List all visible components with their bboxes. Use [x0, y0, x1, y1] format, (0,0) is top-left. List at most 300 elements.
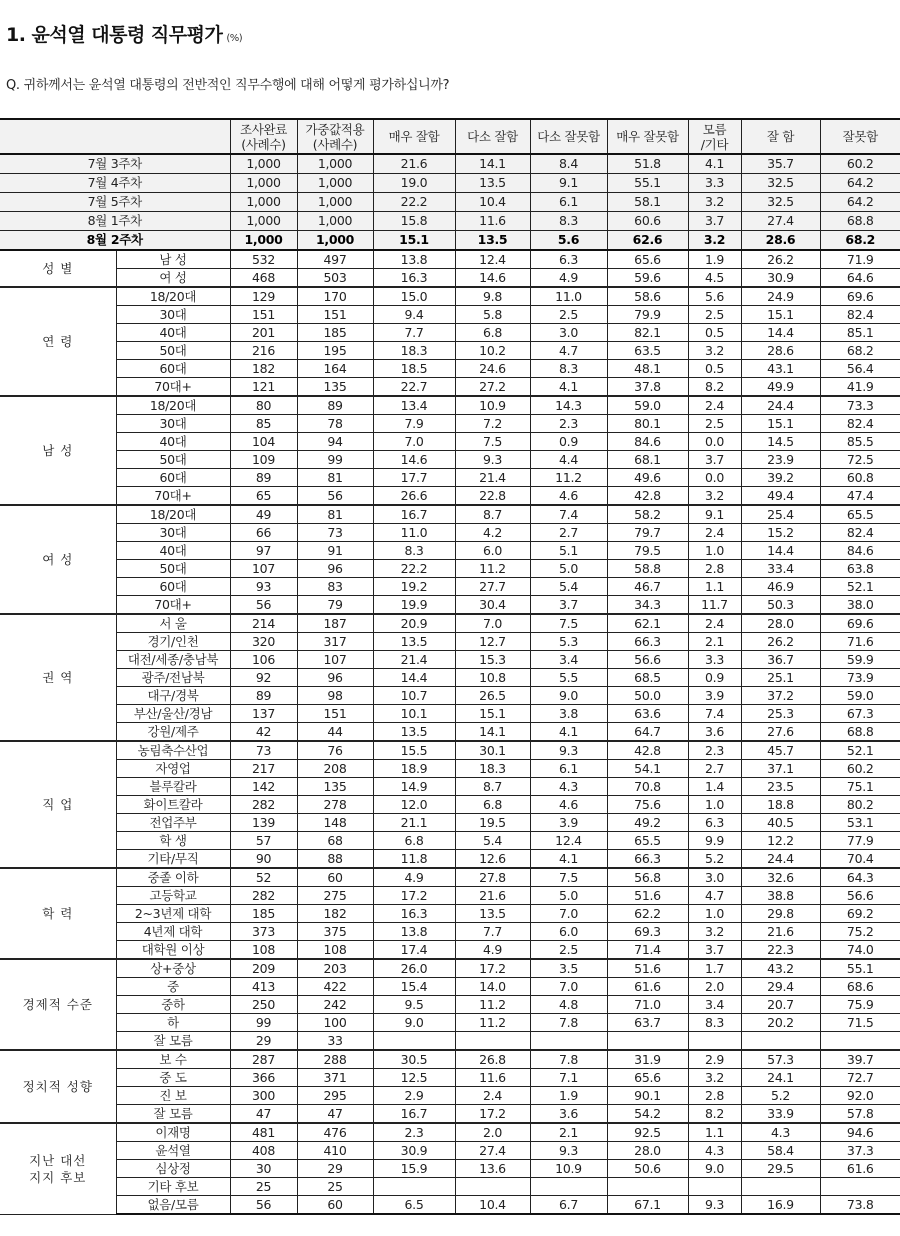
value-cell: 88 [297, 850, 373, 869]
value-cell: 1.9 [530, 1087, 607, 1105]
value-cell: 59.9 [820, 651, 900, 669]
value-cell: 10.4 [455, 193, 530, 212]
value-cell: 14.4 [741, 542, 820, 560]
value-cell: 3.7 [688, 212, 741, 231]
value-cell: 30.4 [455, 596, 530, 615]
value-cell: 99 [297, 451, 373, 469]
value-cell: 320 [230, 633, 297, 651]
value-cell: 14.6 [373, 451, 455, 469]
value-cell: 1,000 [230, 154, 297, 174]
value-cell: 108 [230, 941, 297, 960]
value-cell: 15.1 [741, 306, 820, 324]
value-cell: 14.4 [373, 669, 455, 687]
value-cell: 9.0 [530, 687, 607, 705]
value-cell: 242 [297, 996, 373, 1014]
week-label: 7월 4주차 [0, 174, 230, 193]
table-row [0, 396, 900, 415]
value-cell: 278 [297, 796, 373, 814]
value-cell: 49.4 [741, 487, 820, 506]
table-row [0, 415, 900, 433]
value-cell: 300 [230, 1087, 297, 1105]
value-cell: 62.1 [607, 614, 688, 633]
value-cell: 85 [230, 415, 297, 433]
value-cell: 185 [297, 324, 373, 342]
table-row [0, 1178, 900, 1196]
value-cell: 58.4 [741, 1142, 820, 1160]
value-cell: 5.5 [530, 669, 607, 687]
value-cell: 18.9 [373, 760, 455, 778]
value-cell: 22.2 [373, 560, 455, 578]
row-label: 부산/울산/경남 [116, 705, 230, 723]
row-label: 18/20대 [116, 505, 230, 524]
value-cell: 20.2 [741, 1014, 820, 1032]
value-cell: 64.2 [820, 174, 900, 193]
row-label: 고등학교 [116, 887, 230, 905]
week-row [0, 231, 900, 251]
value-cell: 63.6 [607, 705, 688, 723]
value-cell: 47 [230, 1105, 297, 1124]
value-cell: 21.6 [741, 923, 820, 941]
value-cell: 413 [230, 978, 297, 996]
value-cell: 19.2 [373, 578, 455, 596]
value-cell: 317 [297, 633, 373, 651]
value-cell: 37.1 [741, 760, 820, 778]
value-cell: 49.6 [607, 469, 688, 487]
value-cell: 10.9 [530, 1160, 607, 1178]
value-cell: 60.8 [820, 469, 900, 487]
value-cell: 27.6 [741, 723, 820, 742]
value-cell: 51.8 [607, 154, 688, 174]
value-cell: 82.4 [820, 306, 900, 324]
value-cell: 3.6 [530, 1105, 607, 1124]
value-cell: 64.7 [607, 723, 688, 742]
value-cell: 68.5 [607, 669, 688, 687]
value-cell: 9.9 [688, 832, 741, 850]
row-label: 화이트칼라 [116, 796, 230, 814]
value-cell: 1,000 [297, 231, 373, 251]
value-cell: 75.1 [820, 778, 900, 796]
value-cell: 15.5 [373, 741, 455, 760]
value-cell: 2.1 [530, 1123, 607, 1142]
value-cell: 275 [297, 887, 373, 905]
value-cell: 27.8 [455, 868, 530, 887]
row-label: 30대 [116, 524, 230, 542]
value-cell: 25.4 [741, 505, 820, 524]
row-label: 잘 모름 [116, 1032, 230, 1051]
value-cell: 56.6 [820, 887, 900, 905]
value-cell: 65.6 [607, 1069, 688, 1087]
value-cell: 3.3 [688, 651, 741, 669]
value-cell: 20.7 [741, 996, 820, 1014]
value-cell: 92.0 [820, 1087, 900, 1105]
value-cell: 2.0 [688, 978, 741, 996]
value-cell: 25 [230, 1178, 297, 1196]
page-title [6, 20, 242, 47]
value-cell: 6.3 [688, 814, 741, 832]
value-cell: 73.8 [820, 1196, 900, 1215]
row-label: 강원/제주 [116, 723, 230, 742]
row-label: 없음/모름 [116, 1196, 230, 1215]
value-cell: 1.1 [688, 1123, 741, 1142]
value-cell: 99 [230, 1014, 297, 1032]
value-cell: 5.6 [688, 287, 741, 306]
value-cell: 35.7 [741, 154, 820, 174]
row-label: 70대+ [116, 487, 230, 506]
value-cell: 5.2 [688, 850, 741, 869]
col-header-dont-know: 모름 /기타 [688, 119, 741, 154]
table-row [0, 469, 900, 487]
table-row [0, 487, 900, 506]
row-label: 60대 [116, 469, 230, 487]
value-cell: 42.8 [607, 487, 688, 506]
table-row [0, 306, 900, 324]
results-table [0, 118, 900, 1215]
value-cell: 4.4 [530, 451, 607, 469]
value-cell: 26.8 [455, 1050, 530, 1069]
value-cell: 481 [230, 1123, 297, 1142]
table-row [0, 778, 900, 796]
table-row [0, 433, 900, 451]
value-cell: 187 [297, 614, 373, 633]
value-cell: 49.2 [607, 814, 688, 832]
value-cell: 3.2 [688, 487, 741, 506]
value-cell: 7.7 [455, 923, 530, 941]
value-cell: 10.4 [455, 1196, 530, 1215]
value-cell: 23.9 [741, 451, 820, 469]
value-cell: 3.6 [688, 723, 741, 742]
value-cell: 18.3 [455, 760, 530, 778]
value-cell: 468 [230, 269, 297, 288]
value-cell: 49 [230, 505, 297, 524]
value-cell: 59.0 [607, 396, 688, 415]
row-label: 경기/인천 [116, 633, 230, 651]
value-cell: 60.6 [607, 212, 688, 231]
table-row [0, 1032, 900, 1051]
value-cell: 13.5 [455, 905, 530, 923]
value-cell: 11.6 [455, 1069, 530, 1087]
value-cell: 68.1 [607, 451, 688, 469]
value-cell: 30.5 [373, 1050, 455, 1069]
value-cell: 410 [297, 1142, 373, 1160]
value-cell: 12.4 [455, 250, 530, 269]
row-label: 남 성 [116, 250, 230, 269]
value-cell: 79.9 [607, 306, 688, 324]
row-label: 중 도 [116, 1069, 230, 1087]
value-cell: 29 [297, 1160, 373, 1178]
value-cell: 13.8 [373, 923, 455, 941]
value-cell: 137 [230, 705, 297, 723]
value-cell: 45.7 [741, 741, 820, 760]
value-cell: 15.2 [741, 524, 820, 542]
value-cell: 93 [230, 578, 297, 596]
value-cell: 56.4 [820, 360, 900, 378]
value-cell: 25.3 [741, 705, 820, 723]
table-row [0, 760, 900, 778]
value-cell: 69.6 [820, 614, 900, 633]
value-cell [373, 1178, 455, 1196]
value-cell: 7.0 [530, 905, 607, 923]
value-cell: 39.7 [820, 1050, 900, 1069]
value-cell: 408 [230, 1142, 297, 1160]
value-cell: 29.5 [741, 1160, 820, 1178]
value-cell: 65.6 [607, 250, 688, 269]
value-cell: 4.9 [455, 941, 530, 960]
value-cell: 28.0 [607, 1142, 688, 1160]
value-cell: 16.3 [373, 269, 455, 288]
table-row [0, 941, 900, 960]
value-cell: 25 [297, 1178, 373, 1196]
value-cell: 3.5 [530, 959, 607, 978]
value-cell: 2.4 [688, 396, 741, 415]
value-cell: 2.9 [373, 1087, 455, 1105]
value-cell: 73 [297, 524, 373, 542]
value-cell: 55.1 [820, 959, 900, 978]
value-cell: 15.9 [373, 1160, 455, 1178]
col-header-positive: 잘 함 [741, 119, 820, 154]
value-cell: 17.2 [373, 887, 455, 905]
value-cell: 21.6 [455, 887, 530, 905]
row-label: 대학원 이상 [116, 941, 230, 960]
value-cell: 7.8 [530, 1014, 607, 1032]
table-row [0, 524, 900, 542]
value-cell: 9.0 [688, 1160, 741, 1178]
value-cell: 32.5 [741, 174, 820, 193]
value-cell: 14.1 [455, 723, 530, 742]
value-cell: 0.9 [688, 669, 741, 687]
group-label: 경제적 수준 [0, 959, 116, 1050]
value-cell: 52.1 [820, 578, 900, 596]
table-row [0, 596, 900, 615]
value-cell: 36.7 [741, 651, 820, 669]
unit-label: (%) [226, 33, 243, 44]
value-cell: 19.9 [373, 596, 455, 615]
value-cell: 4.2 [455, 524, 530, 542]
row-label: 18/20대 [116, 287, 230, 306]
value-cell: 129 [230, 287, 297, 306]
value-cell: 98 [297, 687, 373, 705]
value-cell: 50.0 [607, 687, 688, 705]
value-cell: 9.1 [530, 174, 607, 193]
value-cell: 26.5 [455, 687, 530, 705]
value-cell: 79.7 [607, 524, 688, 542]
value-cell: 7.1 [530, 1069, 607, 1087]
value-cell: 106 [230, 651, 297, 669]
table-row [0, 669, 900, 687]
value-cell: 139 [230, 814, 297, 832]
value-cell: 164 [297, 360, 373, 378]
value-cell: 68.8 [820, 723, 900, 742]
value-cell: 8.2 [688, 1105, 741, 1124]
value-cell [607, 1032, 688, 1051]
group-label: 학 력 [0, 868, 116, 959]
value-cell: 50.3 [741, 596, 820, 615]
value-cell: 366 [230, 1069, 297, 1087]
value-cell: 74.0 [820, 941, 900, 960]
value-cell: 67.3 [820, 705, 900, 723]
value-cell: 2.4 [688, 614, 741, 633]
row-label: 중졸 이하 [116, 868, 230, 887]
value-cell: 68.8 [820, 212, 900, 231]
value-cell: 5.0 [530, 560, 607, 578]
table-row [0, 741, 900, 760]
value-cell: 84.6 [820, 542, 900, 560]
value-cell: 7.4 [530, 505, 607, 524]
group-label: 권 역 [0, 614, 116, 741]
value-cell: 57 [230, 832, 297, 850]
value-cell: 30.1 [455, 741, 530, 760]
value-cell: 6.1 [530, 760, 607, 778]
value-cell: 4.6 [530, 487, 607, 506]
value-cell [373, 1032, 455, 1051]
row-label: 40대 [116, 324, 230, 342]
value-cell: 11.0 [373, 524, 455, 542]
value-cell: 135 [297, 378, 373, 397]
value-cell: 28.6 [741, 231, 820, 251]
row-label: 기타/무직 [116, 850, 230, 869]
value-cell: 8.3 [688, 1014, 741, 1032]
value-cell: 37.8 [607, 378, 688, 397]
value-cell: 203 [297, 959, 373, 978]
value-cell: 41.9 [820, 378, 900, 397]
value-cell: 90 [230, 850, 297, 869]
value-cell: 32.5 [741, 193, 820, 212]
value-cell: 42 [230, 723, 297, 742]
value-cell: 96 [297, 560, 373, 578]
value-cell: 24.6 [455, 360, 530, 378]
value-cell: 14.6 [455, 269, 530, 288]
value-cell: 1,000 [297, 212, 373, 231]
value-cell: 2.8 [688, 1087, 741, 1105]
row-label: 18/20대 [116, 396, 230, 415]
table-row [0, 269, 900, 288]
value-cell [455, 1178, 530, 1196]
table-row [0, 868, 900, 887]
value-cell: 26.0 [373, 959, 455, 978]
value-cell: 24.4 [741, 396, 820, 415]
value-cell: 10.9 [455, 396, 530, 415]
row-label: 70대+ [116, 596, 230, 615]
value-cell: 1.0 [688, 542, 741, 560]
value-cell: 30.9 [373, 1142, 455, 1160]
value-cell: 24.9 [741, 287, 820, 306]
value-cell: 71.4 [607, 941, 688, 960]
value-cell: 11.0 [530, 287, 607, 306]
value-cell: 14.0 [455, 978, 530, 996]
value-cell: 1.4 [688, 778, 741, 796]
value-cell: 33 [297, 1032, 373, 1051]
value-cell: 30.9 [741, 269, 820, 288]
value-cell: 182 [230, 360, 297, 378]
value-cell: 61.6 [607, 978, 688, 996]
value-cell: 1,000 [230, 212, 297, 231]
value-cell: 82.4 [820, 415, 900, 433]
value-cell: 7.0 [530, 978, 607, 996]
value-cell: 62.2 [607, 905, 688, 923]
value-cell: 60 [297, 868, 373, 887]
value-cell: 2.5 [688, 306, 741, 324]
table-row [0, 1105, 900, 1124]
value-cell: 0.0 [688, 469, 741, 487]
value-cell: 43.1 [741, 360, 820, 378]
value-cell: 13.5 [373, 633, 455, 651]
value-cell: 47.4 [820, 487, 900, 506]
value-cell: 15.3 [455, 651, 530, 669]
value-cell: 57.3 [741, 1050, 820, 1069]
value-cell: 1.9 [688, 250, 741, 269]
value-cell: 68.6 [820, 978, 900, 996]
value-cell: 201 [230, 324, 297, 342]
value-cell: 53.1 [820, 814, 900, 832]
value-cell: 4.1 [688, 154, 741, 174]
table-row [0, 378, 900, 397]
value-cell: 73 [230, 741, 297, 760]
row-label: 30대 [116, 415, 230, 433]
table-row [0, 1050, 900, 1069]
value-cell: 142 [230, 778, 297, 796]
value-cell: 12.0 [373, 796, 455, 814]
table-body [0, 154, 900, 1214]
value-cell: 43.2 [741, 959, 820, 978]
value-cell: 12.5 [373, 1069, 455, 1087]
value-cell: 1,000 [230, 174, 297, 193]
value-cell: 17.7 [373, 469, 455, 487]
value-cell: 56 [297, 487, 373, 506]
value-cell: 89 [230, 687, 297, 705]
table-row [0, 250, 900, 269]
row-label: 2~3년제 대학 [116, 905, 230, 923]
group-label: 직 업 [0, 741, 116, 868]
value-cell: 9.8 [455, 287, 530, 306]
value-cell: 29 [230, 1032, 297, 1051]
row-label: 전업주부 [116, 814, 230, 832]
value-cell: 9.5 [373, 996, 455, 1014]
value-cell: 250 [230, 996, 297, 1014]
row-label: 대구/경북 [116, 687, 230, 705]
value-cell: 4.9 [373, 868, 455, 887]
value-cell: 6.7 [530, 1196, 607, 1215]
value-cell: 373 [230, 923, 297, 941]
value-cell: 64.3 [820, 868, 900, 887]
value-cell: 71.5 [820, 1014, 900, 1032]
table-row [0, 705, 900, 723]
value-cell: 2.3 [373, 1123, 455, 1142]
value-cell: 1,000 [297, 193, 373, 212]
value-cell: 11.8 [373, 850, 455, 869]
value-cell: 37.3 [820, 1142, 900, 1160]
value-cell: 42.8 [607, 741, 688, 760]
value-cell: 97 [230, 542, 297, 560]
value-cell: 68.2 [820, 342, 900, 360]
value-cell: 6.5 [373, 1196, 455, 1215]
value-cell: 10.1 [373, 705, 455, 723]
week-label: 8월 2주차 [0, 231, 230, 251]
value-cell: 37.2 [741, 687, 820, 705]
value-cell: 15.1 [373, 231, 455, 251]
value-cell: 38.0 [820, 596, 900, 615]
value-cell: 4.3 [530, 778, 607, 796]
value-cell: 151 [230, 306, 297, 324]
value-cell: 3.9 [530, 814, 607, 832]
value-cell: 10.8 [455, 669, 530, 687]
table-row [0, 651, 900, 669]
value-cell: 14.4 [741, 324, 820, 342]
value-cell: 76 [297, 741, 373, 760]
value-cell: 69.3 [607, 923, 688, 941]
value-cell: 13.8 [373, 250, 455, 269]
value-cell: 32.6 [741, 868, 820, 887]
row-label: 자영업 [116, 760, 230, 778]
col-header-negative: 잘못함 [820, 119, 900, 154]
